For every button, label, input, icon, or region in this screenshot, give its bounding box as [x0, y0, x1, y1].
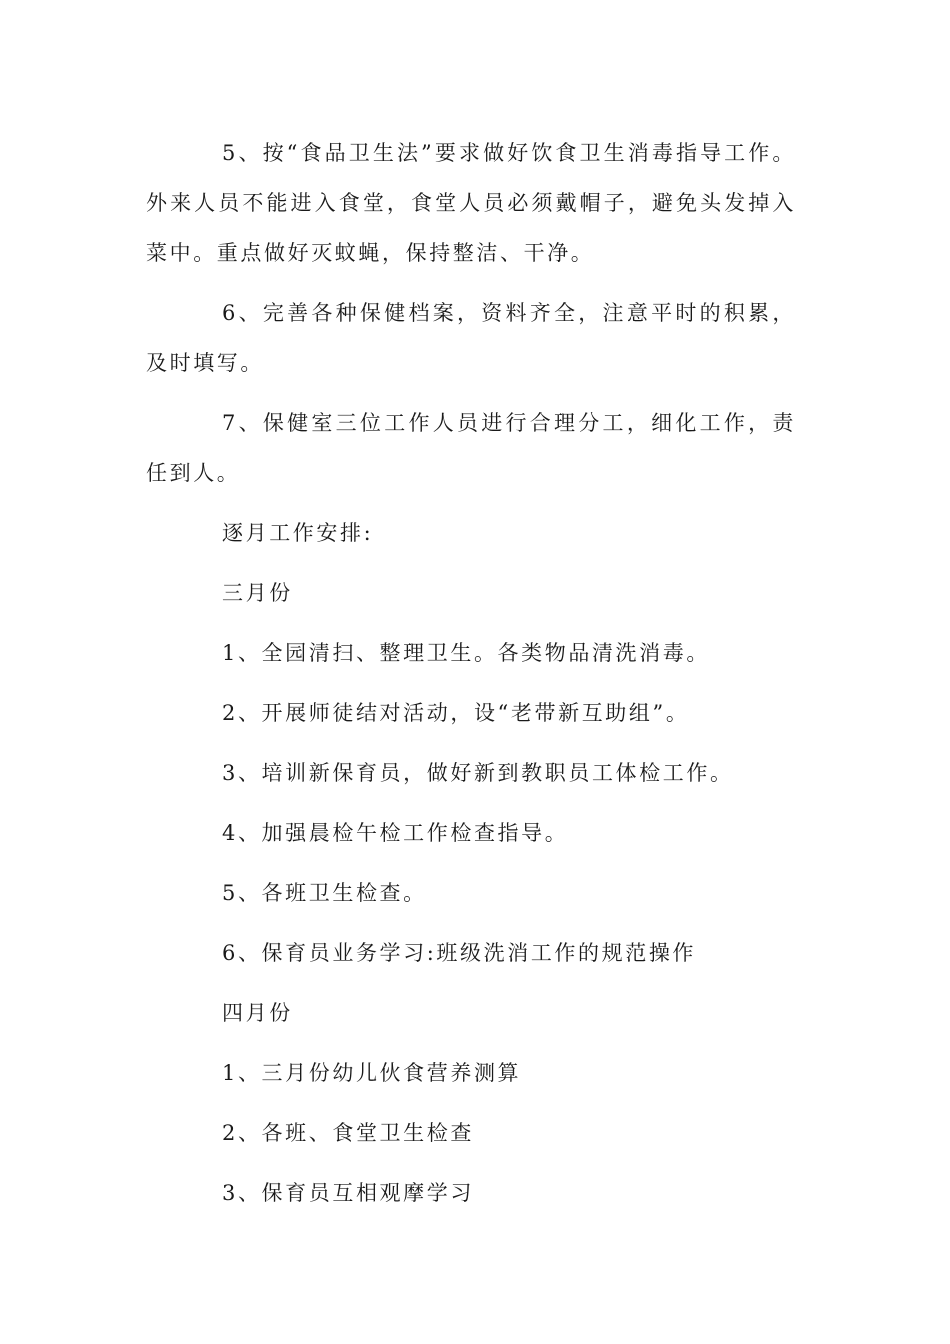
- march-item-2: 2、开展师徒结对活动，设“老带新互助组”。: [222, 701, 690, 725]
- monthly-schedule-heading: 逐月工作安排:: [222, 521, 374, 545]
- march-heading: 三月份: [222, 581, 293, 605]
- april-heading: 四月份: [222, 1001, 293, 1025]
- march-item-3: 3、培训新保育员，做好新到教职员工体检工作。: [222, 761, 734, 785]
- paragraph-item-7: 7、保健室三位工作人员进行合理分工，细化工作，责任到人。: [146, 411, 796, 485]
- paragraph-item-6: 6、完善各种保健档案，资料齐全，注意平时的积累，及时填写。: [146, 301, 796, 375]
- march-item-6: 6、保育员业务学习:班级洗消工作的规范操作: [222, 941, 697, 965]
- march-item-4: 4、加强晨检午检工作检查指导。: [222, 821, 569, 845]
- april-item-3: 3、保育员互相观摩学习: [222, 1181, 474, 1205]
- paragraph-item-5: 5、按“食品卫生法”要求做好饮食卫生消毒指导工作。外来人员不能进入食堂，食堂人员必须戴帽子，避免头发掉入菜中。重点做好灭蚊蝇，保持整洁、干净。: [146, 141, 796, 265]
- march-item-1: 1、全园清扫、整理卫生。各类物品清洗消毒。: [222, 641, 710, 665]
- document-body: [146, 128, 796, 1218]
- april-item-2: 2、各班、食堂卫生检查: [222, 1121, 474, 1145]
- april-item-1: 1、三月份幼儿伙食营养测算: [222, 1061, 522, 1085]
- march-item-5: 5、各班卫生检查。: [222, 881, 427, 905]
